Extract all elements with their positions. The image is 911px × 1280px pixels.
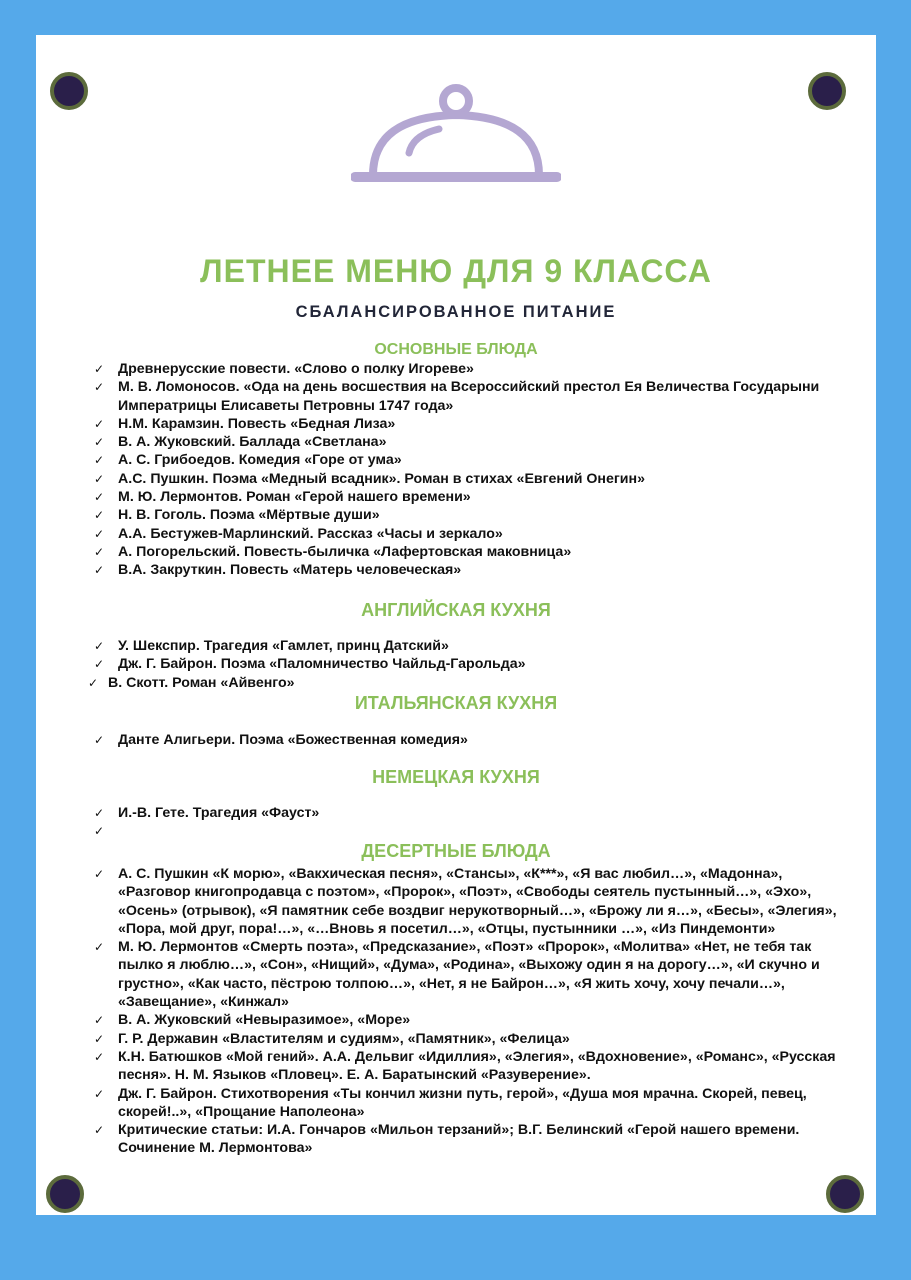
list-item: ✓ А. Погорельский. Повесть-быличка «Лафертовская маковница» [94,543,572,560]
check-icon: ✓ [94,563,105,578]
list-item: ✓ Данте Алигьери. Поэма «Божественная комедия» [94,732,468,748]
section-heading-english: АНГЛИЙСКАЯ КУХНЯ [361,600,551,620]
check-icon: ✓ [94,435,105,450]
check-icon: ✓ [94,1123,105,1138]
list-item: ✓ В.А. Закруткин. Повесть «Матерь человеческая» [94,562,462,579]
section-heading-desserts: ДЕСЕРТНЫЕ БЛЮДА [361,841,551,861]
list-english [88,637,832,692]
check-icon: ✓ [94,1013,105,1028]
check-icon: ✓ [94,639,105,653]
check-icon: ✓ [94,544,105,559]
check-icon: ✓ [94,416,105,431]
list-item: ✓ В. Скотт. Роман «Айвенго» [88,674,295,691]
check-icon: ✓ [94,508,105,523]
list-item: ✓ Древнерусские повести. «Слово о полку Игореве» [94,361,474,377]
list-item: ✓ А. С. Грибоедов. Комедия «Горе от ума» [94,452,402,469]
list-item: ✓ А.А. Бестужев-Марлинский. Рассказ «Часы и зеркало» [94,525,503,542]
check-icon: ✓ [94,471,105,486]
list-item: ✓ Дж. Г. Байрон. Поэма «Паломничество Чайльд-Гарольда» [94,656,526,673]
check-icon: ✓ [94,657,105,672]
list-item: ✓ В. А. Жуковский. Баллада «Светлана» [94,434,387,451]
list-item: ✓ М. В. Ломоносов. «Ода на день восшествия на Всероссийский престол Ея Величества Государыни Императрицы Елисаветы Петровны 1747 года» [94,379,820,414]
check-icon: ✓ [94,490,105,505]
check-icon: ✓ [88,675,99,690]
list-german [92,804,832,839]
list-item: ✓ Г. Р. Державин «Властителям и судиям», «Памятник», «Фелица» [94,1030,570,1047]
check-icon: ✓ [94,1031,105,1046]
section-heading-italian: ИТАЛЬЯНСКАЯ КУХНЯ [354,693,558,713]
page-title: ЛЕТНЕЕ МЕНЮ ДЛЯ 9 КЛАССА [200,253,712,289]
check-icon: ✓ [94,380,105,395]
list-item: ✓ М. Ю. Лермонтов. Роман «Герой нашего времени» [94,489,471,506]
check-icon: ✓ [94,867,105,881]
list-item: ✓ В. А. Жуковский «Невыразимое», «Море» [94,1012,411,1029]
check-icon: ✓ [94,806,105,820]
pin-top-left [50,72,88,110]
check-icon: ✓ [94,824,105,839]
list-item: ✓ А. С. Пушкин «К морю», «Вакхическая песня», «Стансы», «К***», «Я вас любил…», «Мадонна», «Разговор книгопродавца с поэтом», «Пророк», «Поэт», «Свободы сеятель пустынный…», «Эхо», «Осень» (отрывок), «Я памятник себе воздвиг нерукотворный…», «Брожу ли я…», «Бесы», «Элегия», «Пора, мой друг, пора!…», «…Вновь я посетил…», «Отцы, пустынники …», «Из Пиндемонти» [94,866,837,937]
list-main [92,360,832,580]
check-icon: ✓ [94,733,105,747]
list-item: ✓ Н. В. Гоголь. Поэма «Мёртвые души» [94,507,380,524]
list-item: ✓ К.Н. Батюшков «Мой гений». А.А. Дельвиг «Идиллия», «Элегия», «Вдохновение», «Романс», «Русская песня». Н. М. Языков «Пловец». Е. А. Баратынский «Разуверение». [94,1048,836,1084]
pin-bottom-left [46,1175,84,1213]
section-heading-main: ОСНОВНЫЕ БЛЮДА [374,341,538,358]
check-icon: ✓ [94,1086,105,1101]
list-item: ✓ Дж. Г. Байрон. Стихотворения «Ты кончил жизни путь, герой», «Душа моя мрачна. Скорей, певец, скорей!..», «Прощание Наполеона» [94,1085,807,1120]
check-icon: ✓ [94,526,105,541]
check-icon: ✓ [94,1049,105,1064]
menu-page [36,35,876,1215]
list-item: ✓ И.-В. Гете. Трагедия «Фауст» [94,805,320,821]
check-icon: ✓ [94,362,105,376]
list-item: ✓ М. Ю. Лермонтов «Смерть поэта», «Предсказание», «Поэт» «Пророк», «Молитва» «Нет, не тебя так пылко я люблю…», «Сон», «Нищий», «Дума», «Родина», «Выхожу один я на дорогу…», «И скучно и грустно», «Как часто, пёстрою толпою…», «Нет, я не Байрон…», «Я жить хочу, хочу печали…», «Завещание», «Кинжал» [94,939,820,1011]
pin-top-right [808,72,846,110]
list-item: ✓ У. Шекспир. Трагедия «Гамлет, принц Датский» [94,638,449,654]
cloche-icon [351,83,561,187]
check-icon: ✓ [94,453,105,468]
list-item: ✓ А.С. Пушкин. Поэма «Медный всадник». Роман в стихах «Евгений Онегин» [94,470,645,487]
list-item: ✓ Критические статьи: И.А. Гончаров «Мильон терзаний»; В.Г. Белинский «Герой нашего времени. Сочинение М. Лермонтова» [94,1122,800,1157]
page-subtitle: СБАЛАНСИРОВАННОЕ ПИТАНИЕ [295,303,617,321]
pin-bottom-right [826,1175,864,1213]
list-italian [92,731,832,749]
list-item: ✓ Н.М. Карамзин. Повесть «Бедная Лиза» [94,415,396,432]
list-desserts [92,865,844,1158]
section-heading-german: НЕМЕЦКАЯ КУХНЯ [372,767,540,787]
check-icon: ✓ [94,940,105,955]
